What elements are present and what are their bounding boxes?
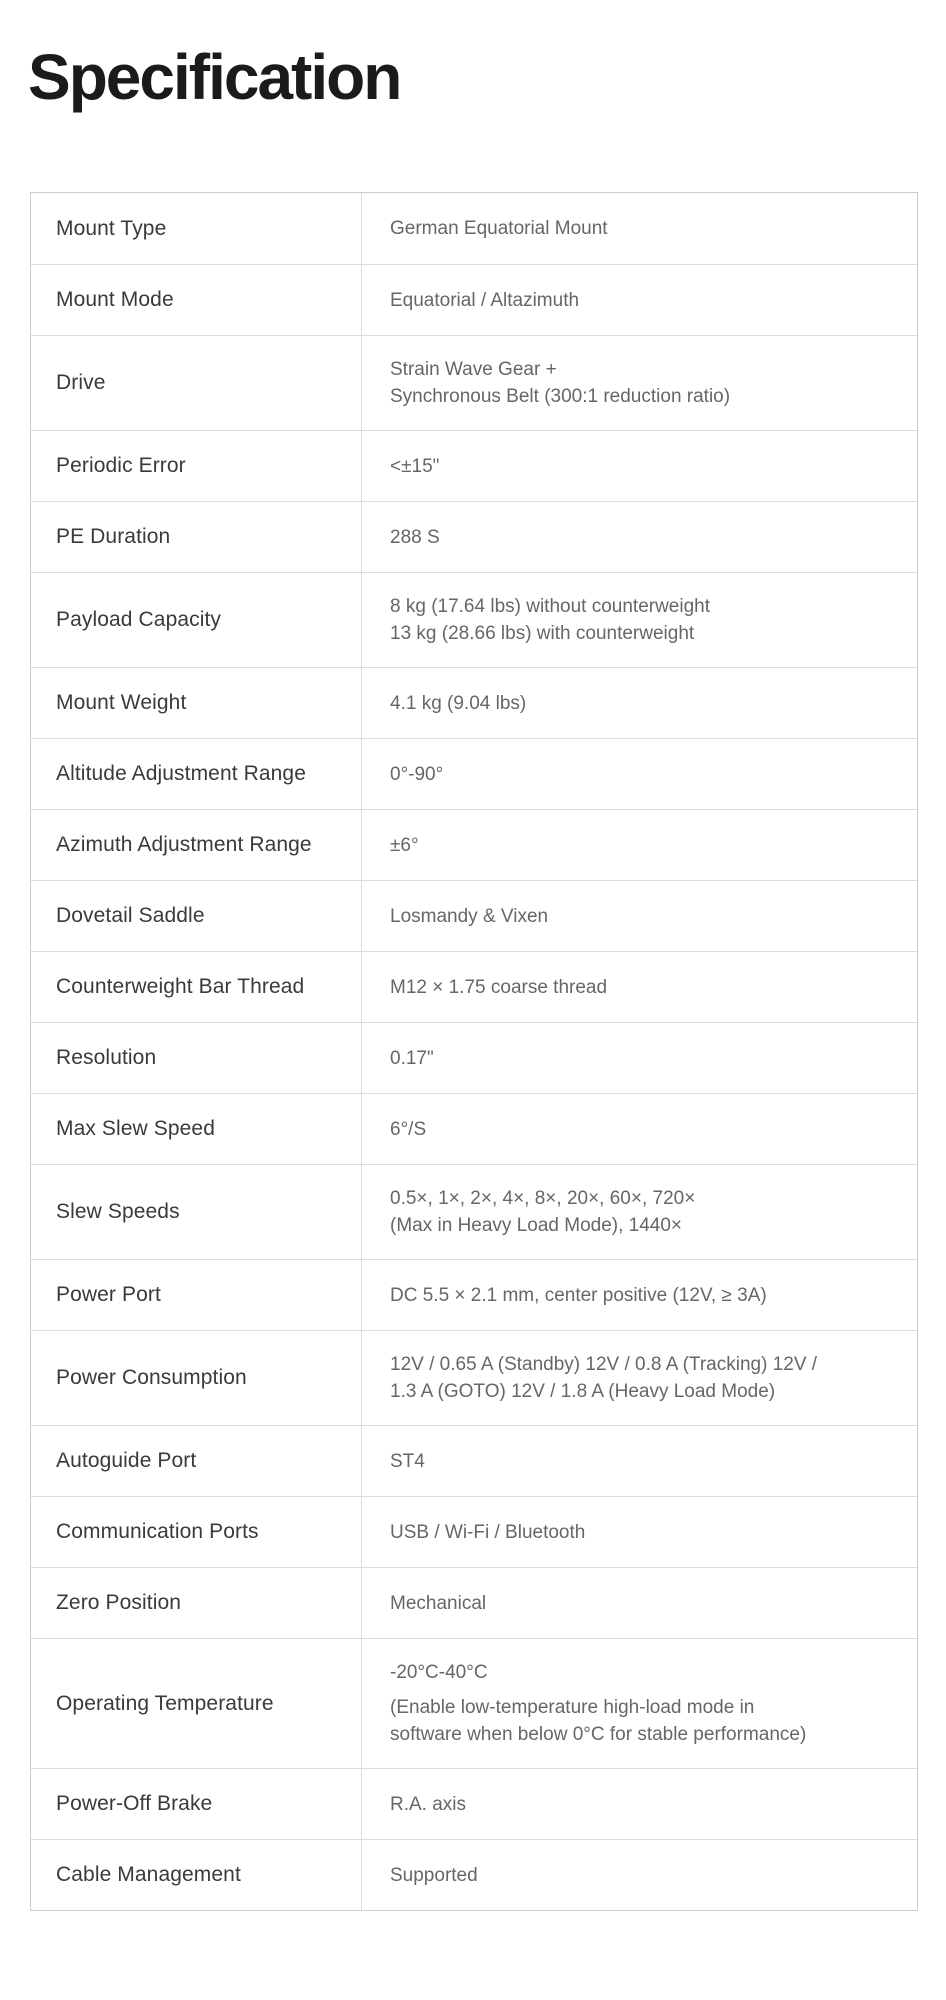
spec-value-line: 0.17" [390, 1047, 434, 1069]
spec-label: Resolution [56, 1046, 157, 1069]
spec-row [31, 572, 917, 667]
spec-label: Periodic Error [56, 454, 186, 477]
spec-value-line: Equatorial / Altazimuth [390, 289, 580, 311]
spec-value [361, 502, 917, 572]
spec-value-line: Supported [390, 1864, 478, 1886]
spec-value-line: (Enable low-temperature high-load mode in [390, 1697, 755, 1718]
spec-label: Power-Off Brake [56, 1792, 213, 1815]
spec-label: Max Slew Speed [56, 1117, 215, 1140]
spec-value-line: Strain Wave Gear + [390, 359, 557, 380]
spec-row [31, 1164, 917, 1259]
spec-value-line: -20°C-40°C [390, 1662, 488, 1683]
spec-value [361, 1094, 917, 1164]
spec-row [31, 738, 917, 809]
spec-value-line: 4.1 kg (9.04 lbs) [390, 692, 527, 714]
spec-value-line: 0°-90° [390, 763, 444, 785]
spec-row [31, 1638, 917, 1768]
spec-value [361, 668, 917, 738]
spec-row [31, 501, 917, 572]
spec-value [361, 431, 917, 501]
spec-row [31, 1496, 917, 1567]
spec-value-line: 0.5×, 1×, 2×, 4×, 8×, 20×, 60×, 720× [390, 1188, 696, 1209]
spec-label: Power Port [56, 1283, 161, 1306]
spec-row [31, 667, 917, 738]
spec-value-line: Synchronous Belt (300:1 reduction ratio) [390, 386, 731, 407]
spec-value-line: M12 × 1.75 coarse thread [390, 976, 608, 998]
spec-label: Azimuth Adjustment Range [56, 833, 312, 856]
spec-value-line: 12V / 0.65 A (Standby) 12V / 0.8 A (Tracking) 12V / [390, 1354, 818, 1375]
spec-label: Autoguide Port [56, 1449, 197, 1472]
spec-value-line: software when below 0°C for stable performance) [390, 1724, 807, 1745]
spec-value [361, 1840, 917, 1910]
spec-value-line: Losmandy & Vixen [390, 905, 549, 927]
spec-value-line: 1.3 A (GOTO) 12V / 1.8 A (Heavy Load Mode) [390, 1381, 776, 1402]
spec-label: Drive [56, 371, 106, 394]
spec-value [361, 810, 917, 880]
spec-label: Dovetail Saddle [56, 904, 205, 927]
spec-label: PE Duration [56, 525, 171, 548]
spec-value [361, 1639, 917, 1768]
spec-row [31, 193, 917, 264]
spec-row [31, 1567, 917, 1638]
spec-value [361, 336, 917, 430]
spec-value-line: DC 5.5 × 2.1 mm, center positive (12V, ≥ 3A) [390, 1284, 767, 1306]
spec-value-line: ±6° [390, 834, 419, 856]
spec-value-line: German Equatorial Mount [390, 218, 608, 239]
spec-row [31, 1425, 917, 1496]
spec-label: Slew Speeds [56, 1200, 180, 1223]
spec-value [361, 265, 917, 335]
spec-table [30, 192, 918, 1911]
spec-value [361, 1165, 917, 1259]
spec-row [31, 1022, 917, 1093]
spec-value [361, 739, 917, 809]
spec-value-line: 13 kg (28.66 lbs) with counterweight [390, 623, 695, 644]
spec-value [361, 1260, 917, 1330]
spec-label: Operating Temperature [56, 1691, 274, 1715]
spec-value-line: R.A. axis [390, 1793, 467, 1815]
spec-row [31, 335, 917, 430]
spec-row [31, 1768, 917, 1839]
spec-label: Zero Position [56, 1591, 182, 1614]
spec-value [361, 1331, 917, 1425]
spec-value [361, 193, 917, 264]
spec-row [31, 430, 917, 501]
spec-label: Altitude Adjustment Range [56, 762, 306, 785]
spec-value-line: 6°/S [390, 1118, 427, 1140]
spec-value [361, 1568, 917, 1638]
spec-label: Cable Management [56, 1863, 241, 1886]
spec-row [31, 951, 917, 1022]
spec-value [361, 1023, 917, 1093]
spec-value [361, 881, 917, 951]
spec-row [31, 1093, 917, 1164]
spec-value-line: ST4 [390, 1450, 425, 1472]
spec-label: Power Consumption [56, 1366, 247, 1389]
spec-label: Mount Type [56, 216, 167, 240]
page-title: Specification [28, 41, 401, 113]
spec-label: Mount Weight [56, 691, 187, 714]
spec-value [361, 1769, 917, 1839]
spec-row [31, 1839, 917, 1910]
spec-value-line: <±15" [390, 455, 440, 477]
spec-label: Communication Ports [56, 1520, 259, 1543]
spec-label: Mount Mode [56, 288, 174, 311]
spec-row [31, 264, 917, 335]
spec-label: Payload Capacity [56, 608, 222, 631]
spec-label: Counterweight Bar Thread [56, 975, 305, 998]
spec-row [31, 880, 917, 951]
spec-value-line: USB / Wi-Fi / Bluetooth [390, 1521, 586, 1543]
spec-value-line: 8 kg (17.64 lbs) without counterweight [390, 596, 711, 617]
spec-row [31, 1330, 917, 1425]
spec-value [361, 1426, 917, 1496]
spec-value [361, 1497, 917, 1567]
spec-value-line: Mechanical [390, 1592, 487, 1614]
spec-value-line: 288 S [390, 526, 440, 548]
spec-row [31, 809, 917, 880]
spec-value [361, 573, 917, 667]
spec-value [361, 952, 917, 1022]
spec-row [31, 1259, 917, 1330]
spec-value-line: (Max in Heavy Load Mode), 1440× [390, 1215, 683, 1236]
